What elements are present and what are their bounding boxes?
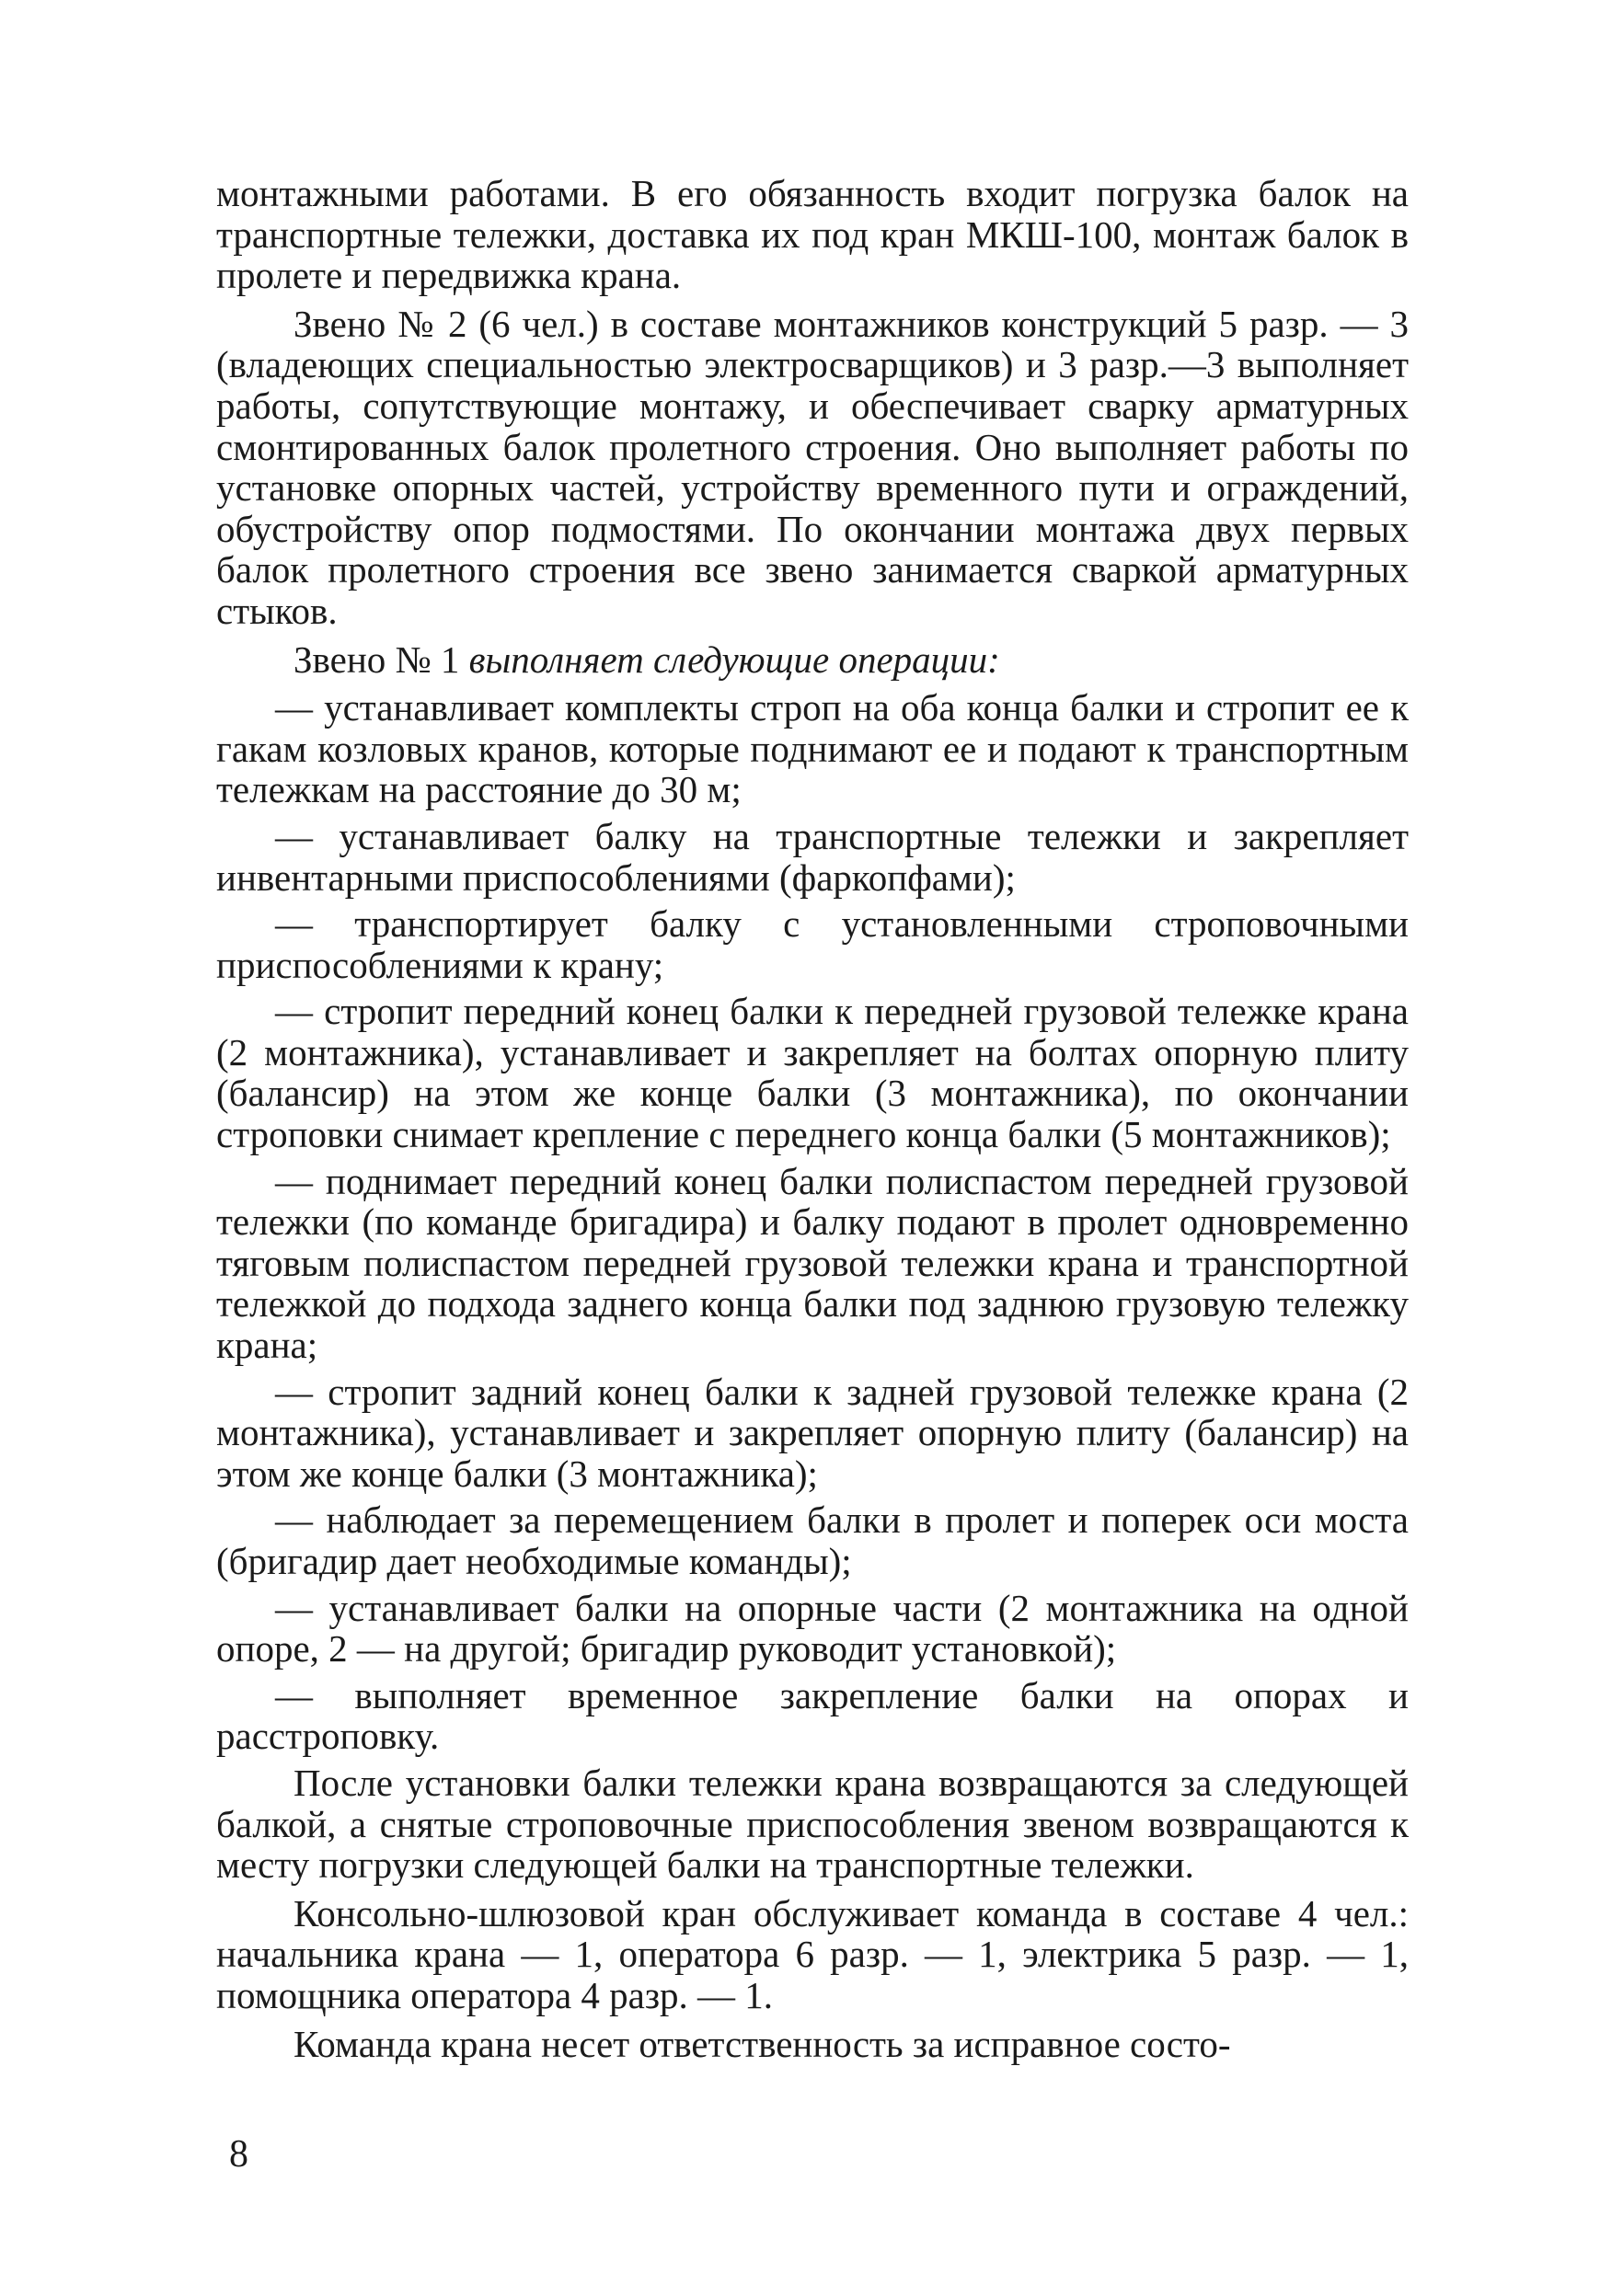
paragraph-closing: Команда крана несет ответственность за исправное состо-: [294, 2022, 1231, 2065]
body-text: [216, 173, 1409, 2072]
list-intro: [216, 639, 1409, 681]
page-number: 8: [229, 2133, 248, 2175]
paragraph-team-2: Звено № 2 (6 чел.) в составе монтажников конструкций 5 разр. — 3 (владеющих специальностью электросварщиков) и 3 разр.—3 выполняет работы, сопутствующие монтажу, и обеспечивает сварку арматурных смонтированных балок пролетного строения. Оно выполняет работы по установке опорных частей, устройству временного пути и ограждений, обустройству опор подмостями. По окончании монтажа двух первых балок пролетного строения все звено занимается сваркой арматурных стыков.: [216, 302, 1409, 632]
list-item: — поднимает передний конец балки полиспастом передней грузовой тележки (по команде бригадира) и балку подают в пролет одновременно тяговым полиспастом передней грузовой тележки крана и транспортной тележкой до подхода заднего конца балки под заднюю грузовую тележку крана;: [216, 1159, 1409, 1367]
list-item: — наблюдает за перемещением балки в пролет и поперек оси моста (бригадир дает необходимые команды);: [216, 1498, 1409, 1582]
list-item: — выполняет временное закрепление балки на опорах и расстроповку.: [216, 1673, 1409, 1758]
list-item: — устанавливает балки на опорные части (2 монтажника на одной опоре, 2 — на другой; бригадир руководит установкой);: [216, 1586, 1409, 1670]
list-item: — устанавливает балку на транспортные тележки и закрепляет инвентарными приспособлениями (фаркопфами);: [216, 814, 1409, 899]
list-item: — стропит передний конец балки к передней грузовой тележке крана (2 монтажника), устанавливает и закрепляет на болтах опорную плиту (балансир) на этом же конце балки (3 монтажника), по окончании строповки снимает крепление с переднего конца балки (5 монтажников);: [216, 990, 1409, 1156]
list-item: — устанавливает комплекты строп на оба конца балки и стропит ее к гакам козловых кранов, которые поднимают ее и подают к транспортным тележкам на расстояние до 30 м;: [216, 686, 1409, 811]
paragraph-continuation: монтажными работами. В его обязанность входит погрузка балок на транспортные тележки, доставка их под кран МКШ-100, монтаж балок в пролете и передвижка крана.: [216, 172, 1409, 297]
paragraph-closing: Консольно-шлюзовой кран обслуживает команда в составе 4 чел.: начальника крана — 1, оператора 6 разр. — 1, электрика 5 разр. — 1, помощника оператора 4 разр. — 1.: [216, 1891, 1409, 2016]
list-intro-italic: выполняет следующие операции:: [468, 637, 1000, 681]
list-item: — стропит задний конец балки к задней грузовой тележке крана (2 монтажника), устанавливает и закрепляет опорную плиту (балансир) на этом же конце балки (3 монтажника);: [216, 1370, 1409, 1495]
paragraph-closing: После установки балки тележки крана возвращаются за следующей балкой, а снятые строповочные приспособления звеном возвращаются к месту погрузки следующей балки на транспортные тележки.: [216, 1761, 1409, 1887]
list-intro-prefix: Звено № 1: [294, 637, 469, 681]
list-item: — транспортирует балку с установленными строповочными приспособлениями к крану;: [216, 902, 1409, 986]
